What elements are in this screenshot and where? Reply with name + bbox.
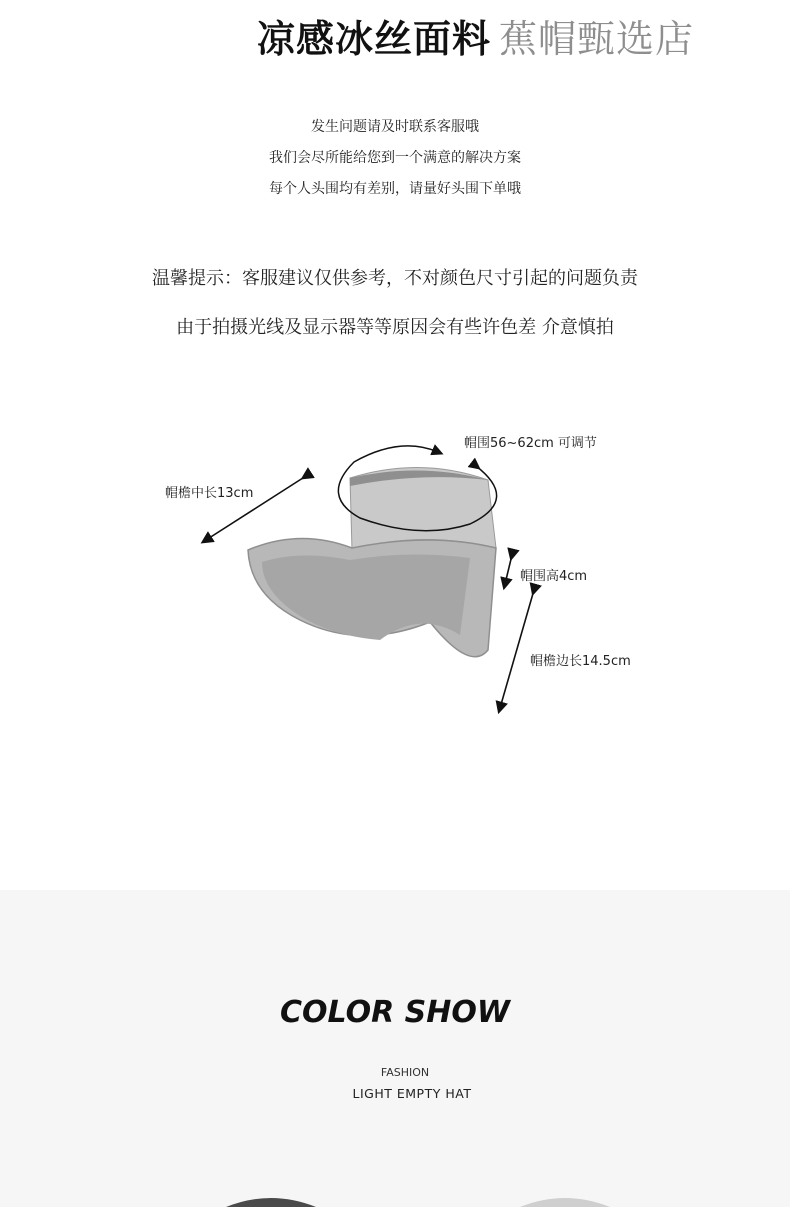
size-diagram — [0, 400, 790, 740]
crown-height-label: 帽围高4cm — [520, 569, 588, 584]
notice-line: 每个人头围均有差别，请量好头围下单哦 — [269, 181, 521, 197]
tip-line: 温馨提示：客服建议仅供参考，不对颜色尺寸引起的问题负责 — [152, 268, 638, 289]
dark-hat-preview — [226, 1195, 316, 1207]
notice-line: 发生问题请及时联系客服哦 — [311, 119, 479, 135]
brim-center-label: 帽檐中长13cm — [165, 486, 254, 501]
fashion-label: FASHION — [380, 1066, 430, 1079]
circumference-label: 帽围56~62cm 可调节 — [464, 436, 597, 451]
notice-line: 我们会尽所能给您到一个满意的解决方案 — [269, 150, 521, 166]
color-show-section — [0, 890, 790, 1207]
color-show-title: COLOR SHOW — [280, 995, 510, 1030]
crown-height-arrow — [505, 555, 512, 584]
page-title — [257, 14, 777, 64]
light-hat-preview — [520, 1195, 610, 1207]
color-show-subtitle: LIGHT EMPTY HAT — [352, 1086, 472, 1101]
hat-illustration — [0, 400, 790, 740]
brim-side-label: 帽檐边长14.5cm — [530, 654, 631, 669]
product-title: 凉感冰丝面料 — [257, 17, 492, 61]
brim-side-arrow — [500, 590, 534, 708]
shop-name: 蕉帽甄选店 — [499, 17, 695, 61]
tip-line: 由于拍摄光线及显示器等等原因会有些许色差 介意慎拍 — [176, 317, 614, 338]
